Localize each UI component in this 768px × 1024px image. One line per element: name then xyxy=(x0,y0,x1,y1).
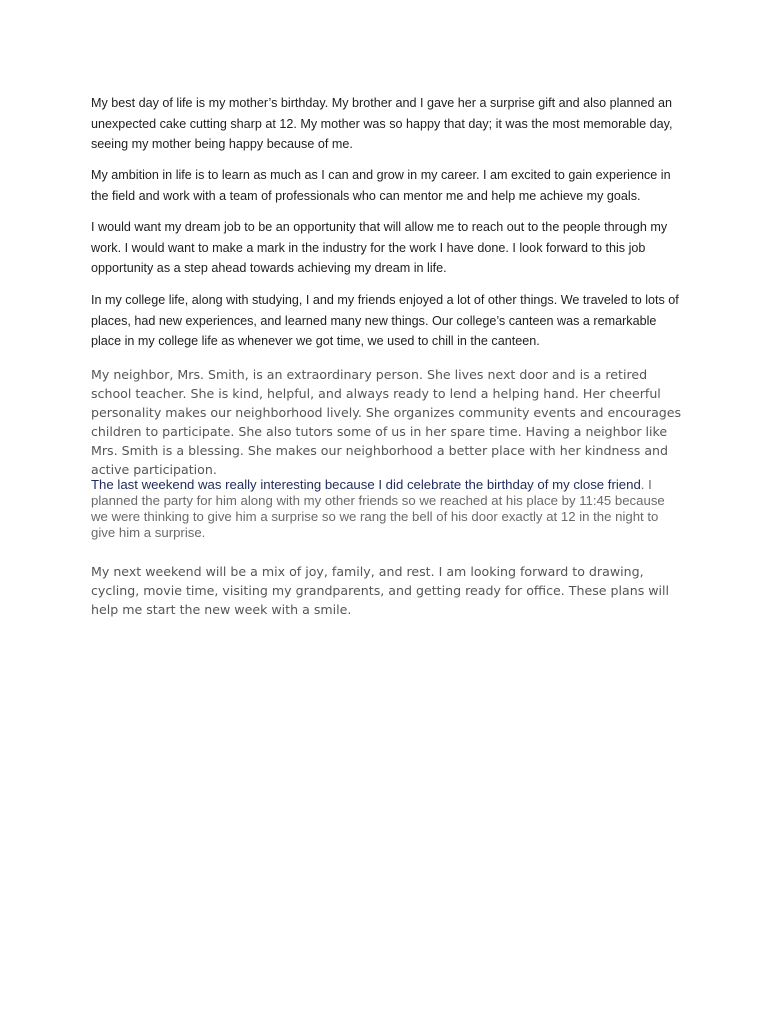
paragraph-last-weekend-lead: The last weekend was really interesting because I did celebrate the birthday of my close friend xyxy=(91,477,641,492)
paragraph-next-weekend: My next weekend will be a mix of joy, family, and rest. I am looking forward to drawing, cycling, movie time, visiting my grandparents, and getting ready for office. These plans will help me start the new week with a smile. xyxy=(91,564,670,617)
paragraph-last-weekend-rest: . I planned the party for him along with my other friends so we reached at his place by 11:45 because we were thinking to give him a surprise so we rang the bell of his door exactly at 12 in the night to give him a surprise. xyxy=(91,477,665,540)
paragraph-college-life: In my college life, along with studying, I and my friends enjoyed a lot of other things. We traveled to lots of places, had new experiences, and learned many new things. Our college’s canteen was a remarkable place in my college life as whenever we got time, we used to chill in the canteen. xyxy=(91,293,679,348)
paragraph-dream-job: I would want my dream job to be an opportunity that will allow me to reach out to the people through my work. I would want to make a mark in the industry for the work I have done. I look forward to this job opportunity as a step ahead towards achieving my dream in life. xyxy=(91,220,668,275)
paragraph-neighbor: My neighbor, Mrs. Smith, is an extraordinary person. She lives next door and is a retired school teacher. She is kind, helpful, and always ready to lend a helping hand. Her cheerful personality makes our neighborhood lively. She organizes community events and encourages children to participate. She also tutors some of us in her spare time. Having a neighbor like Mrs. Smith is a blessing. She makes our neighborhood a better place with her kindness and active participation. xyxy=(91,367,682,477)
paragraph-last-weekend xyxy=(91,477,685,541)
paragraph-best-day: My best day of life is my mother’s birthday. My brother and I gave her a surprise gift and also planned an unexpected cake cutting sharp at 12. My mother was so happy that day; it was the most memorable day, seeing my mother being happy because of me. xyxy=(91,96,673,151)
paragraph-ambition: My ambition in life is to learn as much as I can and grow in my career. I am excited to gain experience in the field and work with a team of professionals who can mentor me and help me achieve my goals. xyxy=(91,168,671,203)
